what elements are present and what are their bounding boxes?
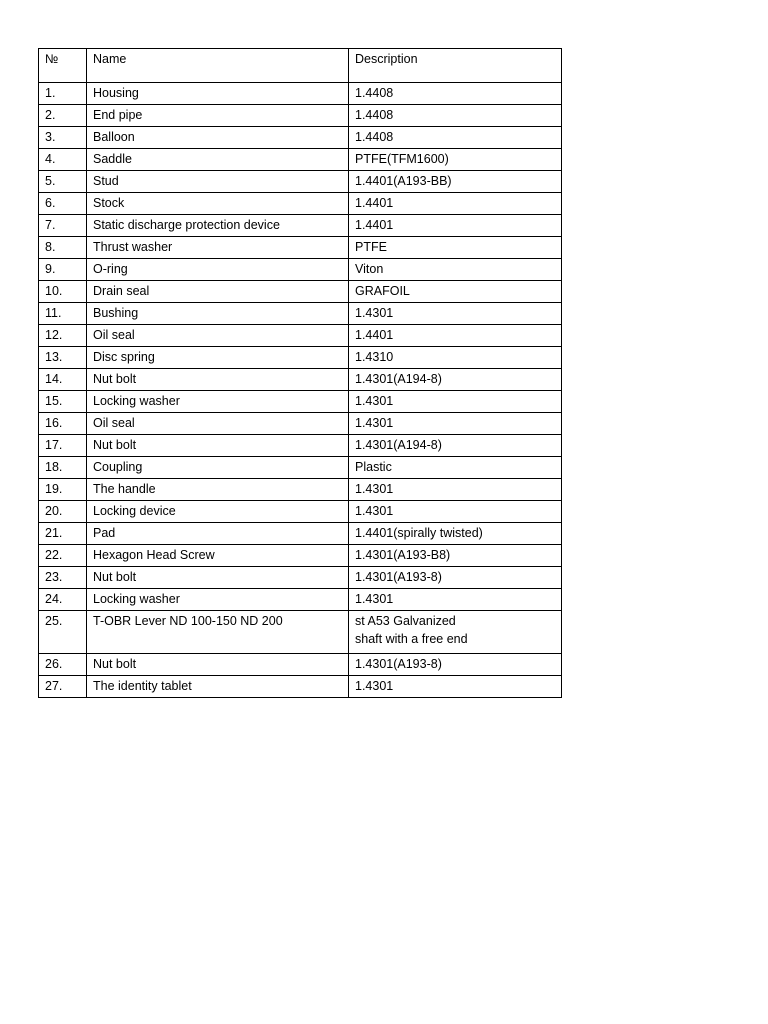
cell-name: Nut bolt: [87, 435, 349, 457]
cell-number: 25.: [39, 611, 87, 654]
cell-description: [349, 611, 562, 654]
table-row: [39, 435, 562, 457]
cell-name: Balloon: [87, 127, 349, 149]
table-header: [39, 49, 562, 83]
table-row: [39, 589, 562, 611]
table-row: [39, 413, 562, 435]
description-line: 1.4401: [355, 218, 394, 232]
cell-name: Nut bolt: [87, 567, 349, 589]
cell-name: Hexagon Head Screw: [87, 545, 349, 567]
cell-name: Bushing: [87, 303, 349, 325]
cell-description: [349, 259, 562, 281]
table-row: [39, 676, 562, 698]
description-line: st A53 Galvanized: [355, 614, 456, 628]
cell-number: 11.: [39, 303, 87, 325]
table-row: [39, 303, 562, 325]
description-line: GRAFOIL: [355, 284, 410, 298]
cell-description: [349, 105, 562, 127]
cell-number: 2.: [39, 105, 87, 127]
cell-name: Thrust washer: [87, 237, 349, 259]
description-line: 1.4301: [355, 592, 394, 606]
cell-name: Stock: [87, 193, 349, 215]
cell-name: Pad: [87, 523, 349, 545]
cell-name: T-OBR Lever ND 100-150 ND 200: [87, 611, 349, 654]
table-row: [39, 193, 562, 215]
cell-description: [349, 457, 562, 479]
cell-name: Oil seal: [87, 325, 349, 347]
description-line: 1.4408: [355, 108, 394, 122]
header-row: [39, 49, 562, 83]
cell-name: Drain seal: [87, 281, 349, 303]
cell-name: Disc spring: [87, 347, 349, 369]
cell-name: O-ring: [87, 259, 349, 281]
cell-description: [349, 545, 562, 567]
cell-description: [349, 413, 562, 435]
table-body: [39, 83, 562, 698]
cell-description: [349, 523, 562, 545]
description-line: shaft with a free end: [355, 632, 468, 646]
cell-description: [349, 347, 562, 369]
header-description: Description: [349, 49, 562, 83]
cell-name: Saddle: [87, 149, 349, 171]
table-row: [39, 545, 562, 567]
description-line: 1.4301: [355, 416, 394, 430]
cell-number: 16.: [39, 413, 87, 435]
cell-name: Locking device: [87, 501, 349, 523]
description-line: 1.4301(A194-8): [355, 438, 442, 452]
description-line: 1.4301: [355, 306, 394, 320]
cell-number: 13.: [39, 347, 87, 369]
description-line: 1.4401: [355, 328, 394, 342]
table-row: [39, 281, 562, 303]
cell-name: Nut bolt: [87, 369, 349, 391]
cell-description: [349, 435, 562, 457]
cell-number: 17.: [39, 435, 87, 457]
description-line: 1.4301(A194-8): [355, 372, 442, 386]
table-row: [39, 654, 562, 676]
cell-number: 14.: [39, 369, 87, 391]
cell-description: [349, 369, 562, 391]
description-line: 1.4310: [355, 350, 394, 364]
cell-description: [349, 83, 562, 105]
cell-number: 5.: [39, 171, 87, 193]
cell-number: 12.: [39, 325, 87, 347]
description-line: 1.4301: [355, 679, 394, 693]
cell-number: 23.: [39, 567, 87, 589]
cell-description: [349, 589, 562, 611]
table-row: [39, 149, 562, 171]
table-row: [39, 127, 562, 149]
cell-number: 4.: [39, 149, 87, 171]
description-line: 1.4301: [355, 394, 394, 408]
cell-number: 21.: [39, 523, 87, 545]
cell-description: [349, 501, 562, 523]
cell-description: [349, 391, 562, 413]
cell-name: Coupling: [87, 457, 349, 479]
header-number: №: [39, 49, 87, 83]
cell-description: [349, 479, 562, 501]
cell-number: 6.: [39, 193, 87, 215]
cell-number: 9.: [39, 259, 87, 281]
description-line: 1.4301: [355, 482, 394, 496]
cell-number: 26.: [39, 654, 87, 676]
cell-description: [349, 567, 562, 589]
table-row: [39, 567, 562, 589]
description-line: 1.4408: [355, 86, 394, 100]
description-line: 1.4401: [355, 196, 394, 210]
table-row: [39, 369, 562, 391]
cell-description: [349, 171, 562, 193]
cell-number: 8.: [39, 237, 87, 259]
cell-name: Nut bolt: [87, 654, 349, 676]
table-row: [39, 523, 562, 545]
table-row: [39, 479, 562, 501]
cell-number: 10.: [39, 281, 87, 303]
description-line: 1.4401(spirally twisted): [355, 526, 483, 540]
table-row: [39, 105, 562, 127]
cell-description: [349, 237, 562, 259]
cell-number: 7.: [39, 215, 87, 237]
cell-name: Locking washer: [87, 589, 349, 611]
cell-number: 1.: [39, 83, 87, 105]
cell-name: Locking washer: [87, 391, 349, 413]
cell-number: 3.: [39, 127, 87, 149]
cell-description: [349, 654, 562, 676]
table-row: [39, 347, 562, 369]
parts-table: [38, 48, 562, 698]
description-line: 1.4301: [355, 504, 394, 518]
cell-number: 15.: [39, 391, 87, 413]
table-row: [39, 457, 562, 479]
cell-name: The identity tablet: [87, 676, 349, 698]
description-line: 1.4301(A193-8): [355, 657, 442, 671]
table-row: [39, 325, 562, 347]
cell-name: Static discharge protection device: [87, 215, 349, 237]
cell-description: [349, 676, 562, 698]
cell-description: [349, 325, 562, 347]
cell-name: Oil seal: [87, 413, 349, 435]
header-name: Name: [87, 49, 349, 83]
description-line: 1.4301(A193-B8): [355, 548, 451, 562]
cell-description: [349, 149, 562, 171]
description-line: 1.4408: [355, 130, 394, 144]
cell-description: [349, 303, 562, 325]
description-line: PTFE(TFM1600): [355, 152, 449, 166]
table-row: [39, 391, 562, 413]
cell-number: 19.: [39, 479, 87, 501]
cell-number: 24.: [39, 589, 87, 611]
cell-name: Stud: [87, 171, 349, 193]
cell-description: [349, 281, 562, 303]
cell-description: [349, 193, 562, 215]
description-line: 1.4401(A193-BB): [355, 174, 452, 188]
table-row: [39, 259, 562, 281]
cell-name: The handle: [87, 479, 349, 501]
table-row: [39, 501, 562, 523]
description-line: PTFE: [355, 240, 387, 254]
table-row: [39, 611, 562, 654]
table-row: [39, 237, 562, 259]
cell-name: Housing: [87, 83, 349, 105]
cell-description: [349, 215, 562, 237]
cell-number: 22.: [39, 545, 87, 567]
description-line: Viton: [355, 262, 384, 276]
description-line: 1.4301(A193-8): [355, 570, 442, 584]
cell-number: 27.: [39, 676, 87, 698]
description-line: Plastic: [355, 460, 392, 474]
cell-name: End pipe: [87, 105, 349, 127]
cell-number: 18.: [39, 457, 87, 479]
cell-number: 20.: [39, 501, 87, 523]
table-row: [39, 83, 562, 105]
table-row: [39, 215, 562, 237]
cell-description: [349, 127, 562, 149]
table-row: [39, 171, 562, 193]
